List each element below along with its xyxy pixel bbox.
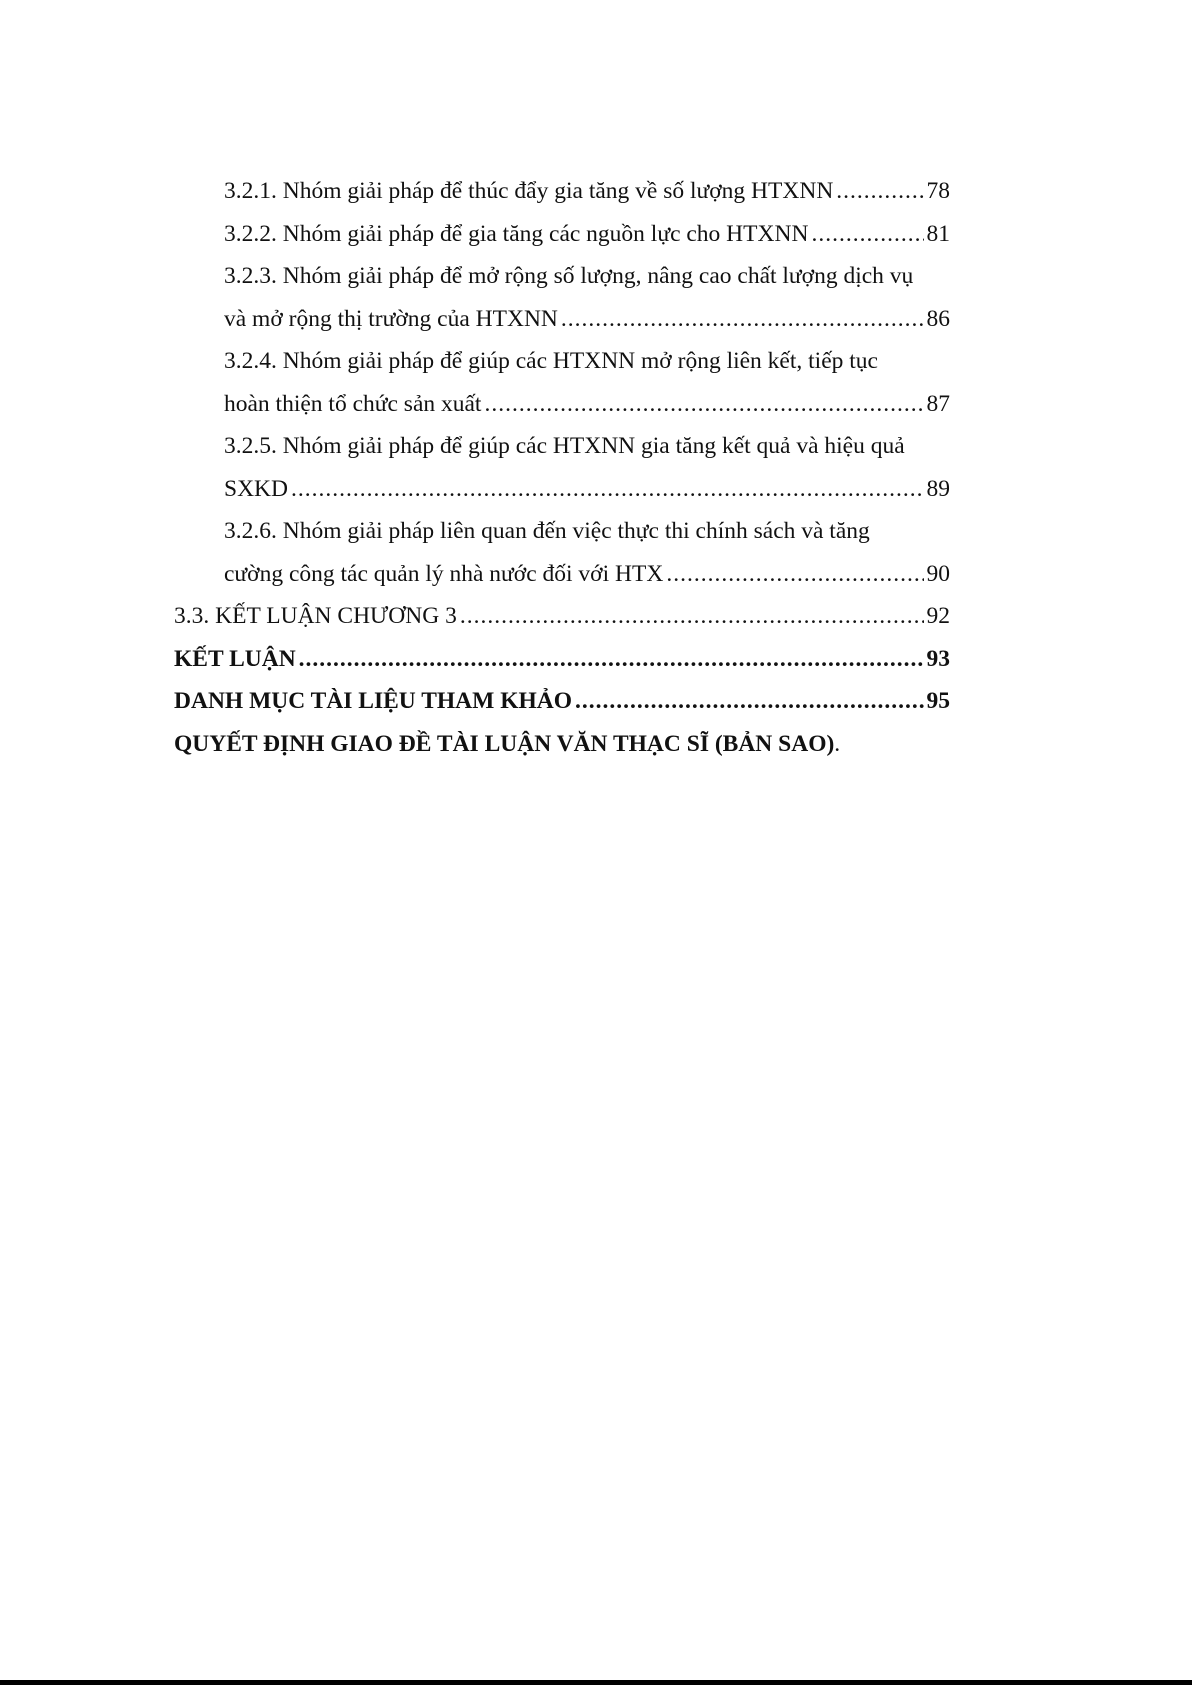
toc-entry-title: hoàn thiện tổ chức sản xuất	[224, 390, 482, 417]
toc-entry-3-2-2	[174, 213, 950, 256]
toc-entry-3-2-6-line1	[174, 510, 950, 553]
toc-leader-dots	[561, 298, 924, 341]
toc-entry-title: 3.2.6. Nhóm giải pháp liên quan đến việc thực thi chính sách và tăng	[224, 518, 870, 544]
toc-page-number: 93	[926, 645, 950, 672]
toc-leader-dots	[291, 468, 924, 511]
toc-entry-suffix: .	[834, 730, 841, 757]
toc-entry-title: 3.2.2. Nhóm giải pháp để gia tăng các nguồn lực cho HTXNN	[224, 220, 809, 247]
toc-entry-title: DANH MỤC TÀI LIỆU THAM KHẢO	[174, 688, 573, 714]
toc-entry-title: SXKD	[224, 475, 288, 502]
toc-page-number: 89	[926, 475, 950, 502]
toc-entry-title: 3.2.4. Nhóm giải pháp để giúp các HTXNN mở rộng liên kết, tiếp tục	[224, 348, 878, 374]
toc-entry-3-2-6-line2	[174, 553, 950, 596]
toc-entry-references	[174, 680, 950, 723]
toc-entry-3-2-5-line2	[174, 468, 950, 511]
toc-entry-3-2-1	[174, 170, 950, 213]
toc-leader-dots	[575, 680, 923, 723]
toc-entry-3-2-3-line1	[174, 255, 950, 298]
toc-leader-dots	[836, 170, 923, 213]
toc-page-number: 81	[926, 220, 950, 247]
toc-leader-dots	[484, 383, 923, 426]
toc-entry-3-2-4-line1	[174, 340, 950, 383]
toc-entry-conclusion	[174, 638, 950, 681]
toc-entry-decision-copy	[174, 723, 950, 766]
toc-leader-dots	[811, 213, 923, 256]
toc-entry-title: cường công tác quản lý nhà nước đối với HTX	[224, 560, 664, 587]
toc-leader-dots	[299, 638, 924, 681]
toc-page-number: 95	[926, 688, 950, 714]
toc-page-number: 92	[926, 603, 950, 629]
toc-entry-3-2-3-line2	[174, 298, 950, 341]
toc-entry-3-2-4-line2	[174, 383, 950, 426]
toc-entry-title: 3.2.5. Nhóm giải pháp để giúp các HTXNN gia tăng kết quả và hiệu quả	[224, 433, 905, 459]
toc-entry-title: QUYẾT ĐỊNH GIAO ĐỀ TÀI LUẬN VĂN THẠC SĨ (BẢN SAO)	[174, 730, 835, 757]
toc-page-number: 87	[926, 390, 950, 417]
toc-page-number: 90	[926, 560, 950, 587]
page-bottom-edge	[0, 1680, 1192, 1685]
toc-entry-title: 3.2.1. Nhóm giải pháp để thúc đẩy gia tăng về số lượng HTXNN	[224, 178, 834, 204]
toc-entry-title: và mở rộng thị trường của HTXNN	[224, 305, 558, 332]
toc-entry-3-2-5-line1	[174, 425, 950, 468]
toc-leader-dots	[666, 553, 923, 596]
toc-page-number: 78	[926, 178, 950, 204]
table-of-contents	[174, 170, 950, 765]
toc-leader-dots	[460, 595, 924, 638]
toc-entry-3-3	[174, 595, 950, 638]
toc-entry-title: KẾT LUẬN	[174, 645, 296, 672]
toc-entry-title: 3.2.3. Nhóm giải pháp để mở rộng số lượng, nâng cao chất lượng dịch vụ	[224, 263, 914, 289]
toc-page-number: 86	[926, 305, 950, 332]
toc-entry-title: 3.3. KẾT LUẬN CHƯƠNG 3	[174, 603, 457, 629]
